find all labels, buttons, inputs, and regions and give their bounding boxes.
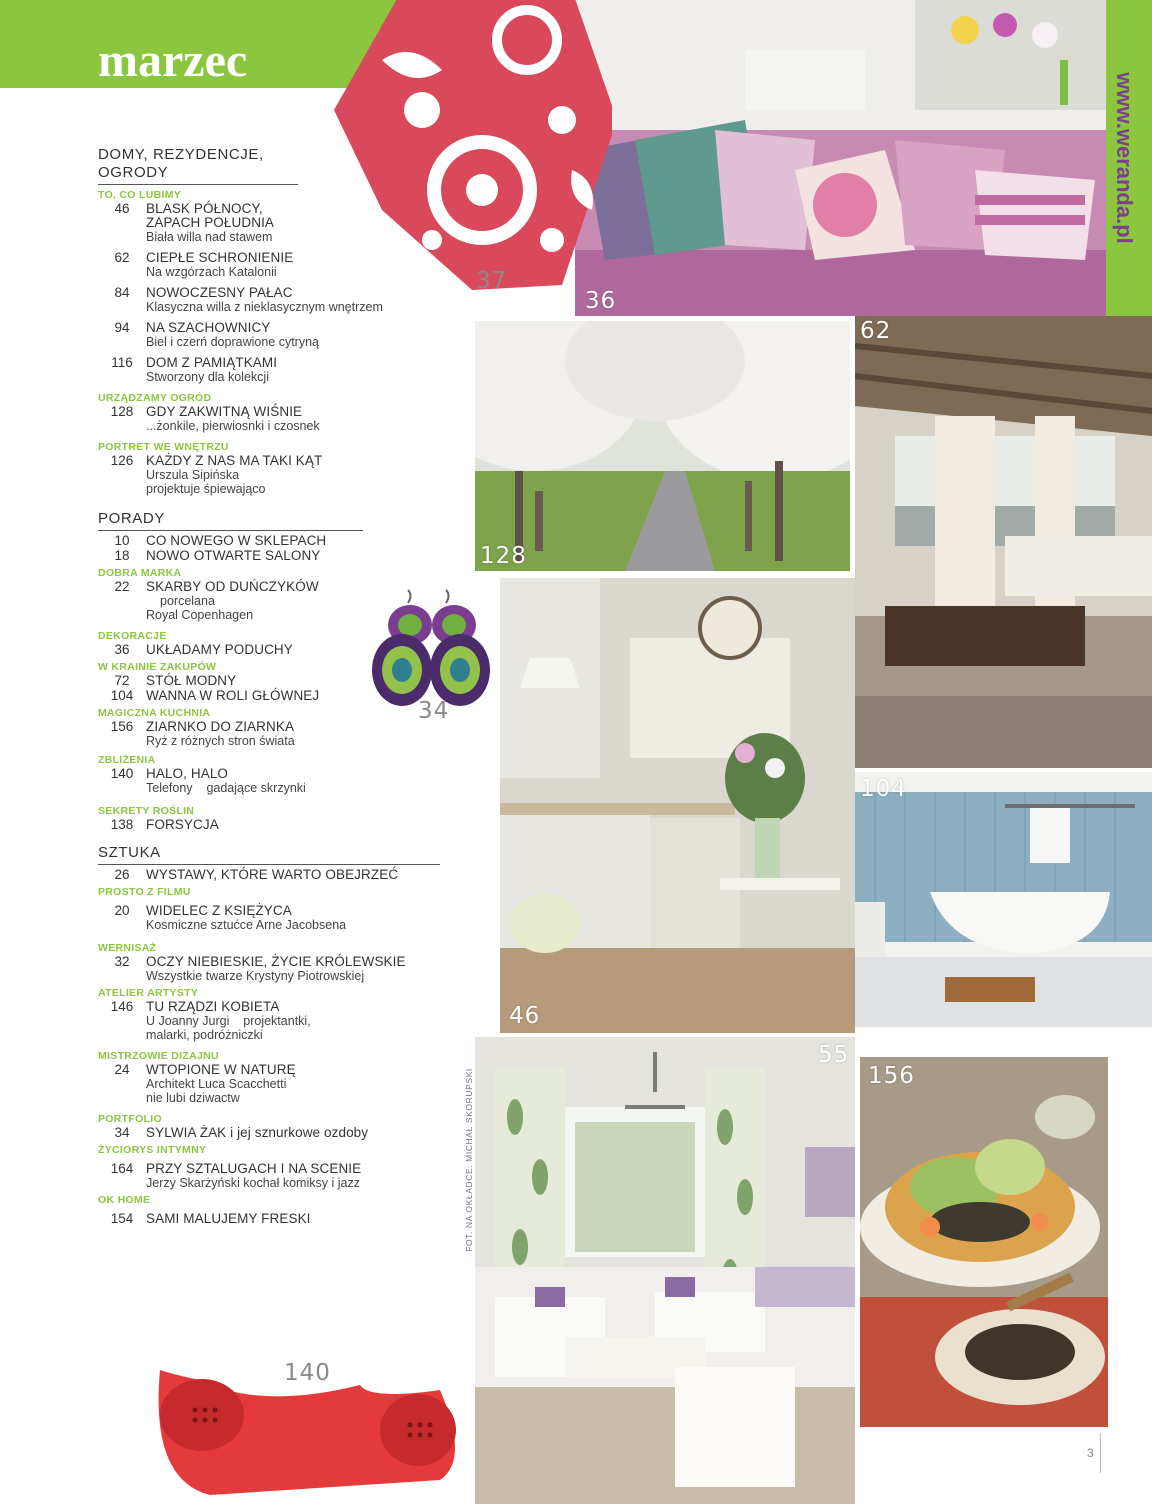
- entry-title: TU RZĄDZI KOBIETA: [146, 999, 280, 1014]
- entry-subtitle: Na wzgórzach Katalonii: [146, 265, 277, 279]
- photo-sofa-cushions[interactable]: [575, 0, 1106, 316]
- toc-entry[interactable]: [98, 1212, 458, 1226]
- category-label: DEKORACJE: [98, 630, 167, 642]
- photo-white-kitchen[interactable]: [500, 578, 855, 1033]
- entry-subtitle: Biała willa nad stawem: [146, 230, 273, 244]
- entry-page: 154: [110, 1211, 134, 1226]
- entry-page: 72: [114, 673, 130, 688]
- category-label: MAGICZNA KUCHNIA: [98, 707, 211, 719]
- category-label: PROSTO Z FILMU: [98, 886, 191, 898]
- entry-page: 94: [114, 320, 130, 335]
- entry-title: SKARBY OD DUŃCZYKÓW: [146, 579, 319, 594]
- entry-page: 10: [114, 533, 130, 548]
- entry-title: CO NOWEGO W SKLEPACH: [146, 533, 327, 548]
- entry-title: SYLWIA ŻAK i jej sznurkowe ozdoby: [146, 1125, 369, 1140]
- category-label: SEKRETY ROŚLIN: [98, 805, 195, 817]
- entry-subtitle: Royal Copenhagen: [146, 608, 254, 622]
- entry-page: 22: [114, 579, 130, 594]
- category-label: DOBRA MARKA: [98, 567, 182, 579]
- category-label: W KRAINIE ZAKUPÓW: [98, 661, 217, 673]
- entry-title: BLASK PÓŁNOCY,: [146, 201, 263, 216]
- entry-subtitle: Kosmiczne sztućce Arne Jacobsena: [146, 918, 347, 932]
- entry-subtitle: Stworzony dla kolekcji: [146, 370, 269, 384]
- toc-entry[interactable]: [98, 643, 458, 657]
- entry-page: 18: [114, 548, 130, 563]
- entry-page: 46: [114, 201, 130, 216]
- toc-entry[interactable]: [98, 689, 458, 703]
- section-title-art: SZTUKA: [98, 844, 440, 865]
- entry-title: NOWO OTWARTE SALONY: [146, 548, 321, 563]
- entry-title: DOM Z PAMIĄTKAMI: [146, 355, 278, 370]
- entry-page: 84: [114, 285, 130, 300]
- toc-entry[interactable]: [98, 286, 458, 314]
- photo-credit: FOT. NA OKŁADCE: MICHAŁ SKORUPSKI: [464, 1068, 474, 1252]
- photo-rice-salad[interactable]: [860, 1057, 1108, 1427]
- entry-page: 164: [110, 1161, 134, 1176]
- entry-title: ZAPACH POŁUDNIA: [146, 215, 275, 230]
- toc-entry[interactable]: [98, 405, 458, 433]
- entry-page: 34: [114, 1125, 130, 1140]
- entry-subtitle: nie lubi dziwactw: [146, 1091, 240, 1105]
- entry-subtitle: Wszystkie twarze Krystyny Piotrowskiej: [146, 969, 365, 983]
- toc-entry[interactable]: [98, 1063, 458, 1105]
- photo-beamed-living-room[interactable]: [855, 316, 1152, 768]
- entry-subtitle: projektuje śpiewająco: [146, 482, 266, 496]
- toc-entry[interactable]: [98, 549, 458, 563]
- entry-title: STÓŁ MODNY: [146, 673, 237, 688]
- toc-entry[interactable]: [98, 251, 458, 279]
- entry-page: 26: [114, 867, 130, 882]
- toc-entry[interactable]: [98, 767, 458, 795]
- entry-subtitle: Biel i czerń doprawione cytryną: [146, 335, 319, 349]
- entry-subtitle: Ryż z różnych stron świata: [146, 734, 295, 748]
- entry-subtitle: Architekt Luca Scacchetti: [146, 1077, 287, 1091]
- entry-page: 156: [110, 719, 134, 734]
- section-title-advice: PORADY: [98, 510, 363, 531]
- toc-entry[interactable]: [98, 868, 458, 882]
- category-label: TO, CO LUBIMY: [98, 189, 182, 201]
- category-label: OK HOME: [98, 1194, 151, 1206]
- entry-title: PRZY SZTALUGACH I NA SCENIE: [146, 1161, 362, 1176]
- toc-entry[interactable]: [98, 202, 458, 244]
- page-ref-156: 156: [868, 1063, 915, 1089]
- entry-subtitle: Urszula Sipińska: [146, 468, 240, 482]
- entry-page: 32: [114, 954, 130, 969]
- entry-title: HALO, HALO: [146, 766, 229, 781]
- entry-page: 36: [114, 642, 130, 657]
- category-label: PORTRET WE WNĘTRZU: [98, 441, 229, 453]
- toc-entry[interactable]: [98, 1162, 458, 1190]
- toc-entry[interactable]: [98, 955, 458, 983]
- entry-page: 140: [110, 766, 134, 781]
- category-label: URZĄDZAMY OGRÓD: [98, 392, 212, 404]
- entry-page: 20: [114, 903, 130, 918]
- page-ref-46: 46: [509, 1003, 541, 1029]
- entry-title: NA SZACHOWNICY: [146, 320, 271, 335]
- entry-title: WANNA W ROLI GŁÓWNEJ: [146, 688, 320, 703]
- toc-entry[interactable]: [98, 904, 458, 932]
- category-label: ATELIER ARTYSTY: [98, 987, 199, 999]
- entry-page: 104: [110, 688, 134, 703]
- category-label: WERNISAŻ: [98, 942, 157, 954]
- entry-title: WYSTAWY, KTÓRE WARTO OBEJRZEĆ: [146, 867, 399, 882]
- entry-subtitle: malarki, podróżniczki: [146, 1028, 263, 1042]
- entry-page: 62: [114, 250, 130, 265]
- entry-title: UKŁADAMY PODUCHY: [146, 642, 293, 657]
- entry-title: WTOPIONE W NATURĘ: [146, 1062, 296, 1077]
- toc-entry[interactable]: [98, 818, 458, 832]
- photo-red-telephone[interactable]: [140, 1330, 470, 1504]
- toc-entry[interactable]: [98, 321, 458, 349]
- entry-page: 138: [110, 817, 134, 832]
- category-label: ŻYCIORYS INTYMNY: [98, 1144, 207, 1156]
- page-number-rule: [1100, 1433, 1101, 1473]
- toc-entry[interactable]: [98, 356, 458, 384]
- entry-title: FORSYCJA: [146, 817, 219, 832]
- entry-subtitle: porcelana: [160, 594, 215, 608]
- toc-entry[interactable]: [98, 534, 458, 548]
- entry-title: OCZY NIEBIESKIE, ŻYCIE KRÓLEWSKIE: [146, 954, 406, 969]
- entry-subtitle: Klasyczna willa z nieklasycznym wnętrzem: [146, 300, 383, 314]
- page-ref-34: 34: [418, 698, 450, 724]
- entry-title: CIEPŁE SCHRONIENIE: [146, 250, 294, 265]
- category-label: MISTRZOWIE DIZAJNU: [98, 1050, 219, 1062]
- toc-entry[interactable]: [98, 674, 458, 688]
- toc-entry[interactable]: [98, 1000, 458, 1042]
- entry-subtitle: Telefony gadające skrzynki: [146, 781, 306, 795]
- photo-bathroom[interactable]: [855, 772, 1152, 1027]
- page-number: 3: [1087, 1446, 1094, 1460]
- entry-title: NOWOCZESNY PAŁAC: [146, 285, 293, 300]
- entry-title: KAŻDY Z NAS MA TAKI KĄT: [146, 453, 323, 468]
- page-ref-36: 36: [585, 288, 617, 314]
- section-title-homes: DOMY, REZYDENCJE, OGRODY: [98, 146, 298, 185]
- page-ref-37: 37: [476, 268, 508, 294]
- table-of-contents: [98, 146, 458, 1226]
- entry-title: GDY ZAKWITNĄ WIŚNIE: [146, 404, 303, 419]
- page-ref-128: 128: [480, 543, 527, 569]
- category-label: PORTFOLIO: [98, 1113, 162, 1125]
- toc-entry[interactable]: [98, 580, 458, 622]
- entry-page: 24: [114, 1062, 130, 1077]
- entry-title: WIDELEC Z KSIĘŻYCA: [146, 903, 292, 918]
- entry-page: 116: [111, 355, 133, 370]
- entry-page: 126: [110, 453, 134, 468]
- entry-subtitle: Jerzy Skarżyński kochał komiksy i jazz: [146, 1176, 360, 1190]
- toc-entry[interactable]: [98, 454, 458, 496]
- toc-entry[interactable]: [98, 720, 458, 748]
- month-title: marzec: [98, 34, 248, 87]
- page-ref-140: 140: [284, 1360, 331, 1386]
- category-label: ZBLIŻENIA: [98, 754, 156, 766]
- entry-title: SAMI MALUJEMY FRESKI: [146, 1211, 311, 1226]
- page-ref-62: 62: [860, 318, 892, 344]
- entry-title: ZIARNKO DO ZIARNKA: [146, 719, 295, 734]
- website-url[interactable]: www.weranda.pl: [1112, 72, 1137, 244]
- page-ref-55: 55: [818, 1042, 850, 1068]
- photo-drawing-room[interactable]: [475, 1037, 855, 1504]
- entry-page: 128: [110, 404, 134, 419]
- page-ref-104: 104: [860, 776, 907, 802]
- entry-subtitle: U Joanny Jurgi projektantki,: [146, 1014, 311, 1028]
- photo-blossom-alley[interactable]: [475, 321, 850, 571]
- toc-entry[interactable]: [98, 1126, 458, 1140]
- entry-subtitle: ...żonkile, pierwiosnki i czosnek: [146, 419, 320, 433]
- entry-page: 146: [110, 999, 134, 1014]
